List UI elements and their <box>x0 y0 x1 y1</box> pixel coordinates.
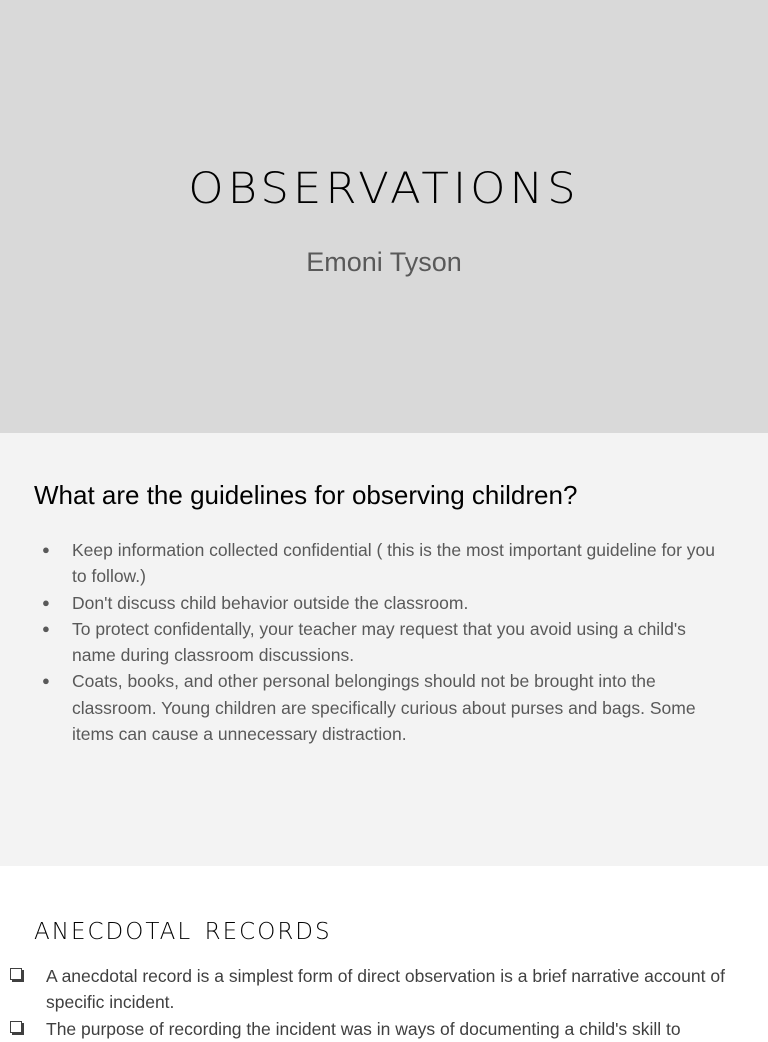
slide-title: observations <box>188 147 580 219</box>
list-item-text: The purpose of recording the incident was in ways of documenting a child's skill to <box>46 1018 681 1039</box>
list-item-text: Keep information collected confidential ( this is the most important guideline for you to follow.) <box>72 540 715 587</box>
slide-heading: What are the guidelines for observing children? <box>34 480 578 510</box>
list-item <box>38 537 718 590</box>
list-item <box>10 1016 750 1042</box>
list-item <box>38 590 718 616</box>
bullet-icon: ● <box>42 542 50 557</box>
checkbox-bullet-icon <box>10 1021 22 1033</box>
bullet-icon: ● <box>42 673 50 689</box>
title-slide <box>0 0 768 433</box>
slide-heading: anecdotal records <box>34 908 332 947</box>
list-item <box>10 963 750 1016</box>
list-item-text: A anecdotal record is a simplest form of direct observation is a brief narrative account of specific incident. <box>46 966 725 1013</box>
bullet-list <box>38 537 718 747</box>
anecdotal-records-slide <box>0 866 768 1039</box>
list-item-text: Don't discuss child behavior outside the classroom. <box>72 592 469 613</box>
list-item-text: To protect confidentally, your teacher may request that you avoid using a child's name during classroom discussions. <box>72 618 686 666</box>
bullet-icon: ● <box>42 594 50 610</box>
checkbox-list <box>10 963 750 1042</box>
list-item <box>38 668 718 747</box>
checkbox-bullet-icon <box>10 968 22 980</box>
slide-subtitle: Emoni Tyson <box>306 247 462 277</box>
list-item-text: Coats, books, and other personal belongings should not be brought into the classroom. Young children are specifically curious about purses and bags. Some items can cause a unnecessary distraction. <box>72 671 696 745</box>
list-item <box>38 616 718 669</box>
guidelines-slide <box>0 433 768 866</box>
bullet-icon: ● <box>42 620 50 636</box>
